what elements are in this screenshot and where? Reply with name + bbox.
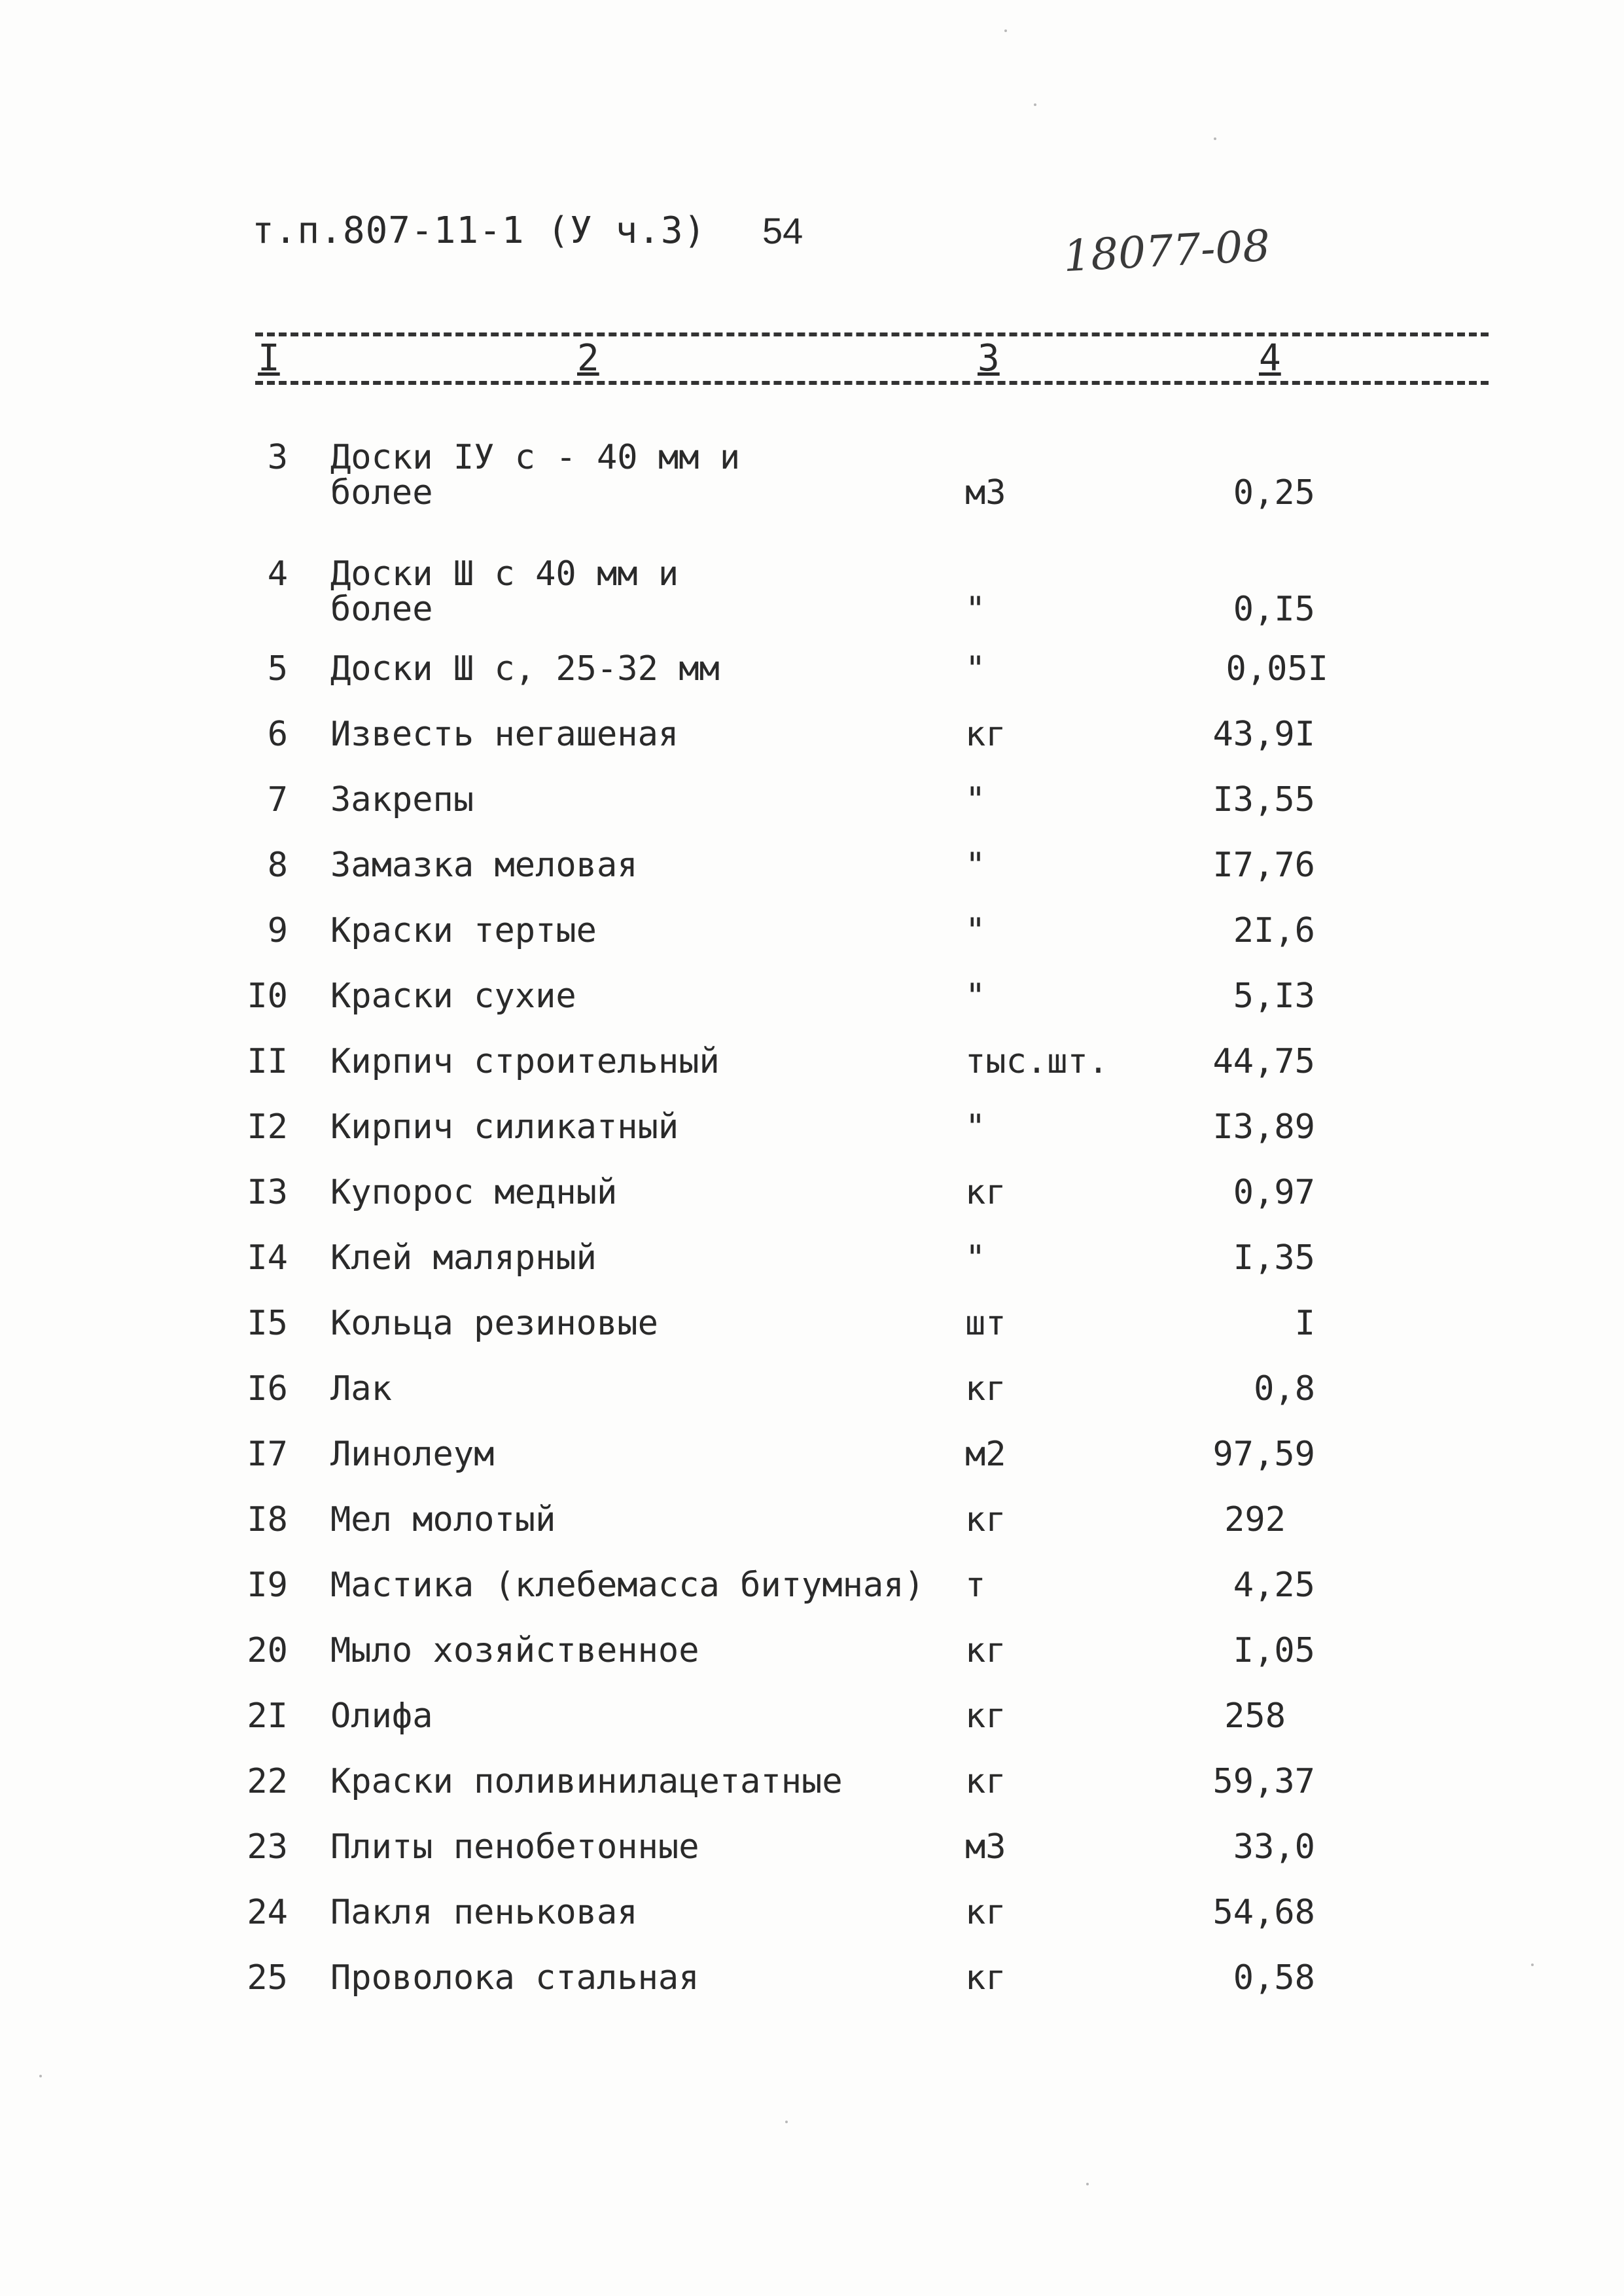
- scan-speck: [1004, 29, 1007, 32]
- unit-of-measure: ": [965, 1107, 986, 1147]
- unit-of-measure: кг: [965, 1958, 1006, 1998]
- column-header-4: 4: [1256, 337, 1284, 380]
- material-name: [330, 1568, 925, 1603]
- material-name: [330, 848, 638, 883]
- material-name: [330, 782, 474, 817]
- row-number: I2: [247, 1107, 288, 1147]
- material-name: [330, 556, 679, 627]
- table-row: [0, 1240, 1624, 1306]
- unit-of-measure: кг: [965, 1500, 1006, 1539]
- row-number: 2I: [247, 1696, 288, 1736]
- material-name: [330, 1109, 679, 1145]
- material-name: [330, 1437, 494, 1472]
- table-row: [0, 1437, 1624, 1502]
- material-name: [330, 1960, 699, 1996]
- unit-of-measure: ": [965, 649, 986, 689]
- row-number: 25: [247, 1958, 288, 1998]
- material-name-line: Мел молотый: [330, 1500, 556, 1539]
- unit-of-measure: ": [965, 780, 986, 819]
- unit-of-measure: кг: [965, 1173, 1006, 1212]
- material-name: [330, 1502, 556, 1537]
- row-number: 4: [267, 554, 288, 594]
- material-name: [330, 440, 740, 511]
- table-row: [0, 978, 1624, 1044]
- scan-speck: [1214, 137, 1216, 140]
- quantity: I3,55: [1212, 780, 1315, 819]
- quantity: 44,75: [1212, 1042, 1315, 1081]
- column-header-1: I: [255, 337, 283, 380]
- row-number: I3: [247, 1173, 288, 1212]
- unit-of-measure: м2: [965, 1435, 1006, 1474]
- table-row: [0, 1109, 1624, 1175]
- quantity: 0,25: [1233, 473, 1315, 512]
- table-row: [0, 717, 1624, 782]
- row-number: 22: [247, 1762, 288, 1801]
- material-name-line: более: [330, 473, 433, 512]
- quantity: 0,I5: [1233, 590, 1315, 629]
- material-name-line: Мастика (клебемасса битумная): [330, 1566, 925, 1605]
- column-header-2: 2: [574, 337, 602, 380]
- table-row: [0, 438, 1624, 512]
- unit-of-measure: шт: [965, 1304, 1006, 1343]
- material-name-line: Плиты пенобетонные: [330, 1827, 699, 1867]
- row-number: 8: [267, 846, 288, 885]
- material-name-line: Купорос медный: [330, 1173, 618, 1212]
- row-number: 24: [247, 1893, 288, 1932]
- material-name: [330, 978, 576, 1014]
- scan-speck: [1531, 1964, 1534, 1966]
- material-name-line: Олифа: [330, 1696, 433, 1736]
- material-name-line: Линолеум: [330, 1435, 495, 1474]
- unit-of-measure: кг: [965, 1696, 1006, 1736]
- material-name-line: Пакля пеньковая: [330, 1893, 638, 1932]
- material-name-line: Краски сухие: [330, 977, 576, 1016]
- column-header-3: 3: [975, 337, 1002, 380]
- table-row: [0, 554, 1624, 629]
- material-name-line: Кольца резиновые: [330, 1304, 658, 1343]
- table-row: [0, 1568, 1624, 1633]
- row-number: 3: [267, 438, 288, 477]
- archive-number-handwritten: 18077-08: [1062, 220, 1272, 282]
- material-name-line: Закрепы: [330, 780, 474, 819]
- material-name-line: Известь негашеная: [330, 715, 679, 754]
- material-name-line: Краски тертые: [330, 911, 597, 950]
- row-number: I4: [247, 1238, 288, 1278]
- unit-of-measure: ": [965, 911, 986, 950]
- table-header-bottom-rule: [255, 381, 1489, 385]
- quantity: 258: [1224, 1696, 1286, 1736]
- quantity: I: [1294, 1304, 1315, 1343]
- table-row: [0, 1175, 1624, 1240]
- material-name: [330, 1895, 638, 1930]
- table-row: [0, 1895, 1624, 1960]
- material-name: [330, 717, 679, 752]
- material-name: [330, 1371, 392, 1407]
- unit-of-measure: ": [965, 1238, 986, 1278]
- table-row: [0, 1371, 1624, 1437]
- row-number: I9: [247, 1566, 288, 1605]
- row-number: I6: [247, 1369, 288, 1408]
- unit-of-measure: кг: [965, 1369, 1006, 1408]
- table-row: [0, 651, 1624, 717]
- material-name-line: Кирпич силикатный: [330, 1107, 679, 1147]
- material-name-line: Доски Ш с 40 мм и: [330, 554, 679, 594]
- row-number: II: [247, 1042, 288, 1081]
- table-row: [0, 782, 1624, 848]
- quantity: 0,58: [1233, 1958, 1315, 1998]
- unit-of-measure: ": [965, 846, 986, 885]
- material-name: [330, 1306, 658, 1341]
- quantity: 292: [1224, 1500, 1286, 1539]
- quantity: 97,59: [1212, 1435, 1315, 1474]
- material-name-line: более: [330, 590, 433, 629]
- quantity: 5,I3: [1233, 977, 1315, 1016]
- quantity: I,35: [1233, 1238, 1315, 1278]
- material-name-line: Мыло хозяйственное: [330, 1631, 699, 1670]
- unit-of-measure: ": [965, 977, 986, 1016]
- row-number: 20: [247, 1631, 288, 1670]
- material-name: [330, 1764, 843, 1799]
- table-header-top-rule: [255, 332, 1489, 336]
- row-number: 23: [247, 1827, 288, 1867]
- material-name: [330, 651, 720, 687]
- material-name-line: Краски поливинилацетатные: [330, 1762, 843, 1801]
- material-name-line: Доски IУ с - 40 мм и: [330, 438, 741, 477]
- table-row: [0, 1960, 1624, 2026]
- table-row: [0, 1502, 1624, 1568]
- material-name: [330, 1829, 699, 1865]
- quantity: 4,25: [1233, 1566, 1315, 1605]
- quantity: I3,89: [1212, 1107, 1315, 1147]
- unit-of-measure: м3: [965, 473, 1006, 512]
- table-row: [0, 1829, 1624, 1895]
- unit-of-measure: ": [965, 590, 986, 629]
- row-number: 9: [267, 911, 288, 950]
- material-name: [330, 1633, 699, 1668]
- document-code: т.п.807-11-1 (У ч.3): [252, 209, 707, 252]
- material-name-line: Кирпич строительный: [330, 1042, 720, 1081]
- material-name: [330, 913, 597, 948]
- quantity: 0,05I: [1226, 649, 1328, 689]
- material-name-line: Клей малярный: [330, 1238, 597, 1278]
- table-row: [0, 1698, 1624, 1764]
- quantity: 59,37: [1212, 1762, 1315, 1801]
- table-row: [0, 1044, 1624, 1109]
- scan-speck: [785, 2121, 788, 2123]
- unit-of-measure: кг: [965, 1762, 1006, 1801]
- table-row: [0, 1633, 1624, 1698]
- row-number: I0: [247, 977, 288, 1016]
- material-name-line: Замазка меловая: [330, 846, 638, 885]
- material-name: [330, 1044, 720, 1079]
- row-number: 7: [267, 780, 288, 819]
- unit-of-measure: тыс.шт.: [965, 1042, 1109, 1081]
- quantity: 43,9I: [1212, 715, 1315, 754]
- material-name-line: Доски Ш с, 25-32 мм: [330, 649, 720, 689]
- row-number: I7: [247, 1435, 288, 1474]
- unit-of-measure: кг: [965, 1893, 1006, 1932]
- scan-speck: [1086, 2183, 1089, 2185]
- unit-of-measure: кг: [965, 715, 1006, 754]
- material-name: [330, 1698, 433, 1734]
- scan-speck: [39, 2075, 42, 2077]
- scan-speck: [1034, 103, 1036, 106]
- material-name: [330, 1175, 617, 1210]
- row-number: I8: [247, 1500, 288, 1539]
- quantity: 54,68: [1212, 1893, 1315, 1932]
- row-number: I5: [247, 1304, 288, 1343]
- row-number: 5: [267, 649, 288, 689]
- table-row: [0, 848, 1624, 913]
- table-row: [0, 1764, 1624, 1829]
- unit-of-measure: т: [965, 1566, 986, 1605]
- material-name-line: Проволока стальная: [330, 1958, 699, 1998]
- row-number: 6: [267, 715, 288, 754]
- quantity: 2I,6: [1233, 911, 1315, 950]
- unit-of-measure: м3: [965, 1827, 1006, 1867]
- quantity: 0,8: [1254, 1369, 1315, 1408]
- quantity: I7,76: [1212, 846, 1315, 885]
- material-name-line: Лак: [330, 1369, 392, 1408]
- quantity: 33,0: [1233, 1827, 1315, 1867]
- material-name: [330, 1240, 597, 1276]
- table-row: [0, 913, 1624, 978]
- quantity: I,05: [1233, 1631, 1315, 1670]
- quantity: 0,97: [1233, 1173, 1315, 1212]
- unit-of-measure: кг: [965, 1631, 1006, 1670]
- page-number: 54: [762, 210, 803, 251]
- table-row: [0, 1306, 1624, 1371]
